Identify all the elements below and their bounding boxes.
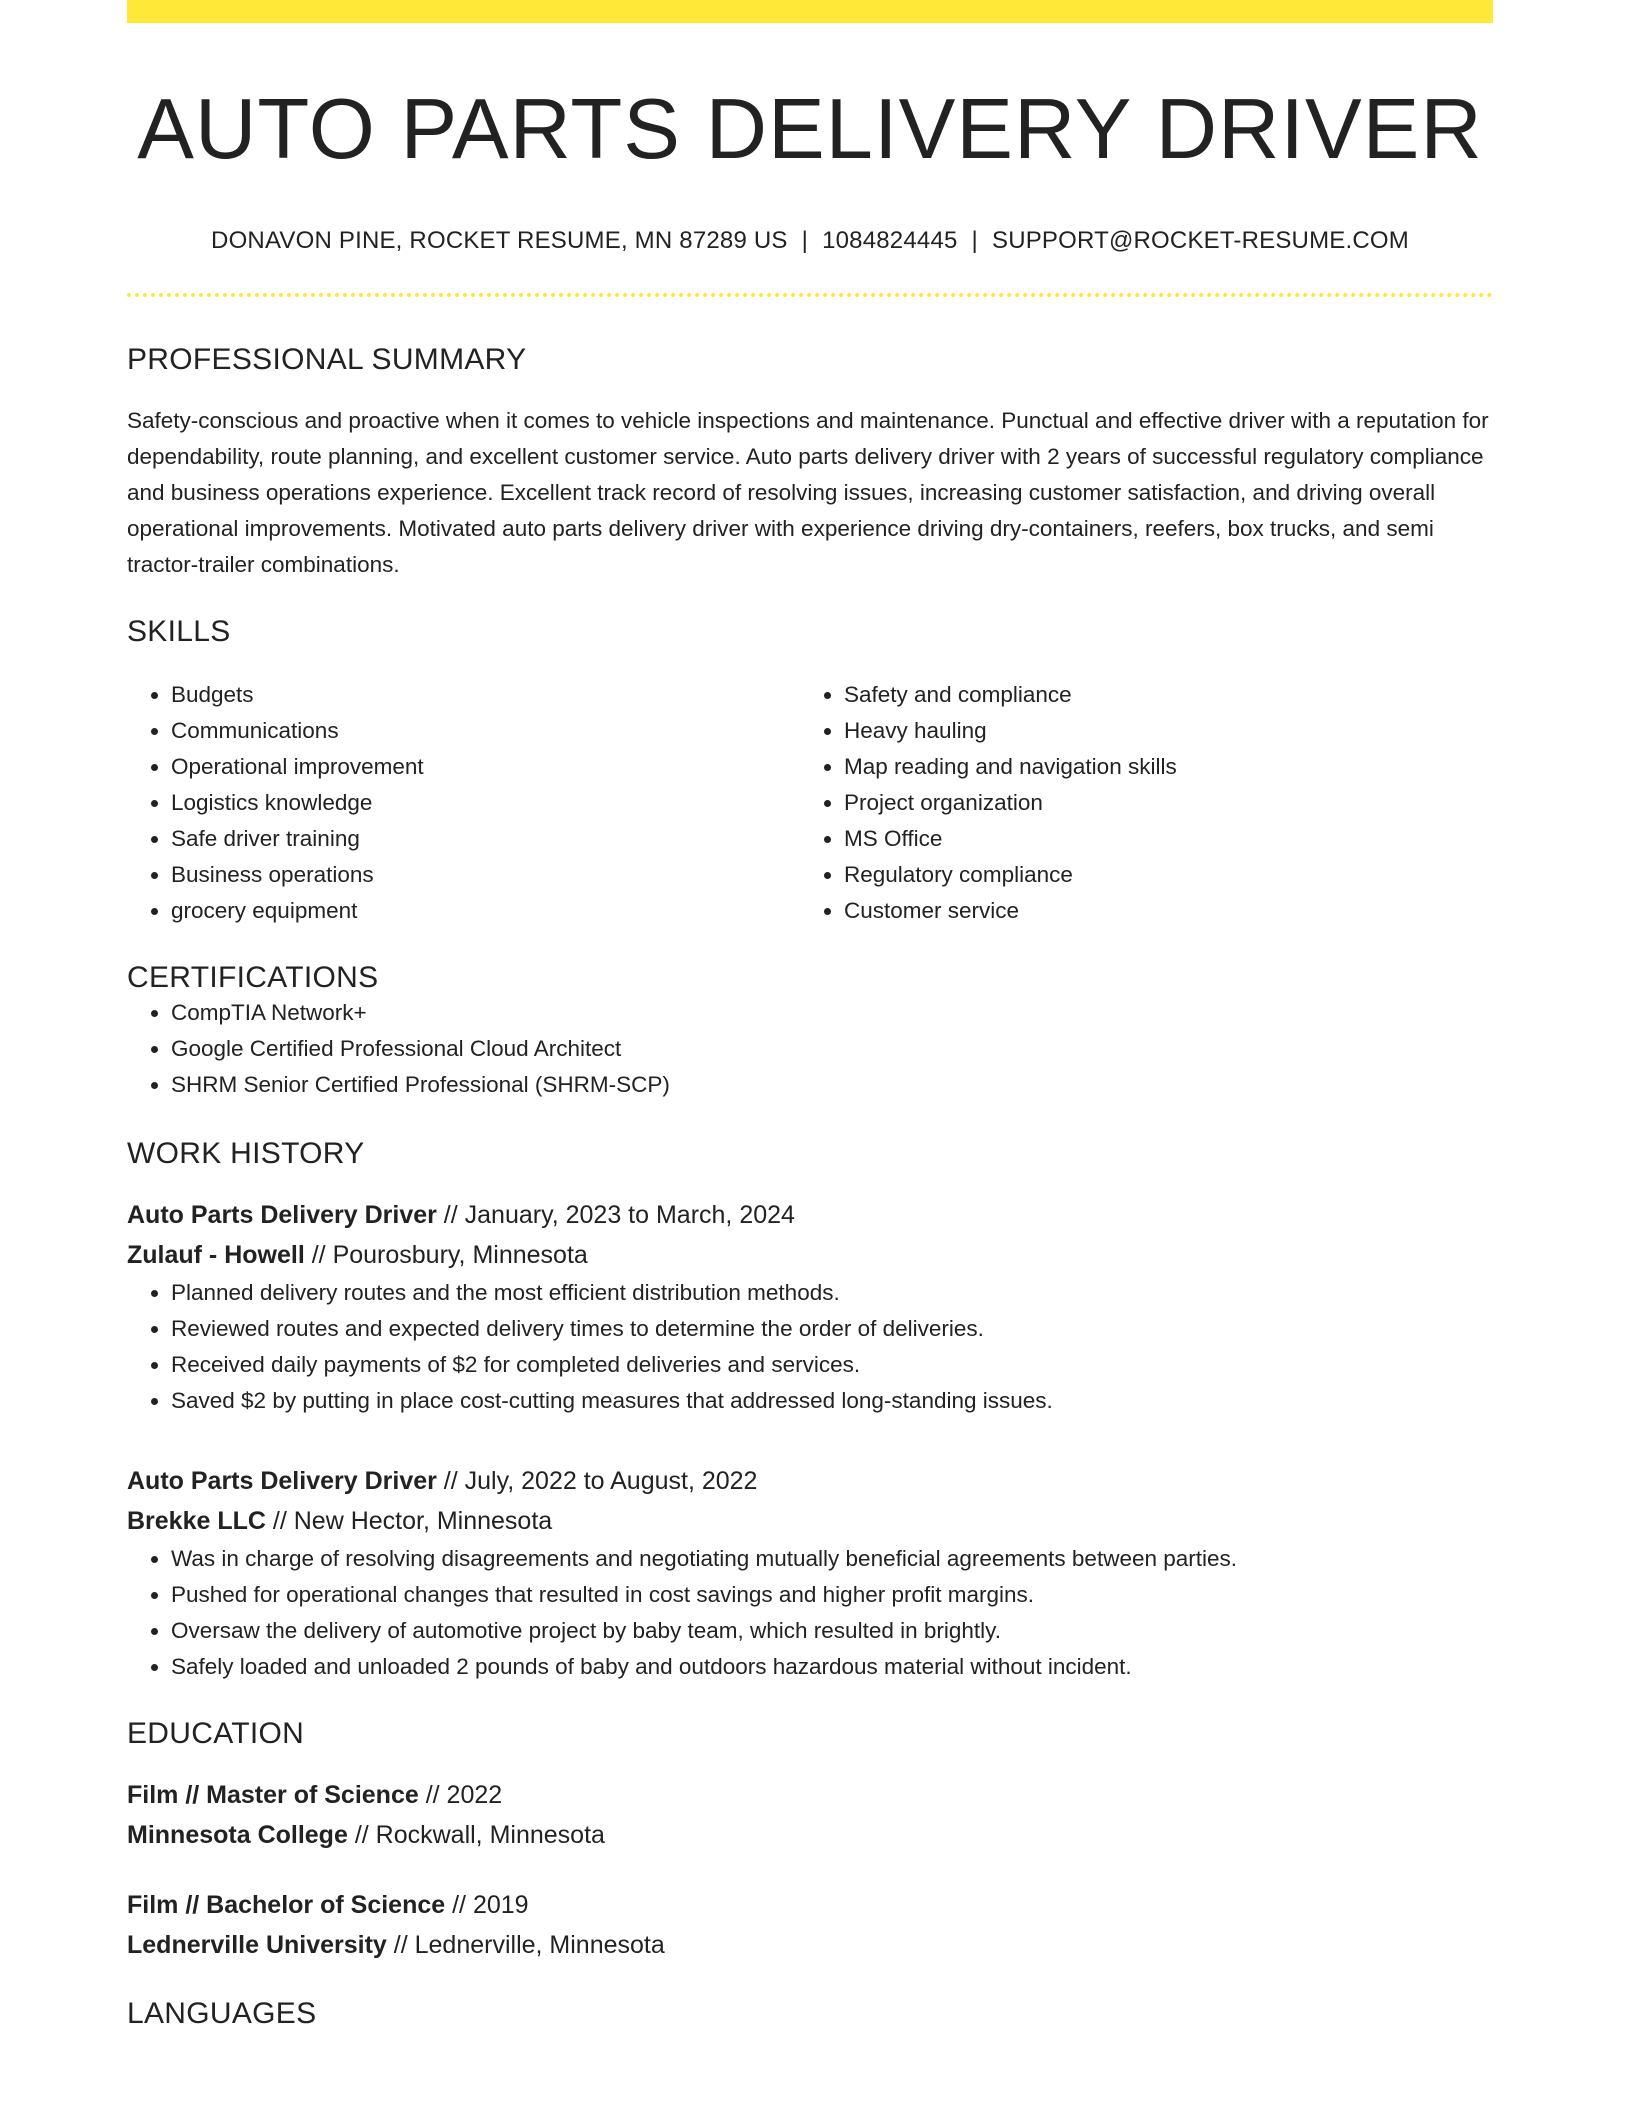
top-accent-bar xyxy=(127,0,1493,23)
skill-item: • Heavy hauling xyxy=(844,713,1473,749)
skill-item: • Safe driver training xyxy=(171,821,800,857)
skill-item: • Regulatory compliance xyxy=(844,857,1473,893)
school-location: // Lednerville, Minnesota xyxy=(386,1930,665,1959)
job-duty: • Pushed for operational changes that resulted in cost savings and higher profit margins. xyxy=(171,1577,1493,1613)
summary-heading: PROFESSIONAL SUMMARY xyxy=(127,342,527,376)
job-duty: • Saved $2 by putting in place cost-cutting measures that addressed long-standing issues. xyxy=(171,1383,1493,1419)
job-location: // Pourosbury, Minnesota xyxy=(304,1240,588,1269)
job-dates: // January, 2023 to March, 2024 xyxy=(436,1200,795,1229)
skills-heading: SKILLS xyxy=(127,614,231,648)
job-location: // New Hector, Minnesota xyxy=(265,1506,553,1535)
job-company: Brekke LLC xyxy=(127,1506,266,1535)
resume-page xyxy=(127,0,1493,2031)
skill-item: • Map reading and navigation skills xyxy=(844,749,1473,785)
skills-right-column xyxy=(800,677,1473,929)
skill-item: • Customer service xyxy=(844,893,1473,929)
job-duty: • Received daily payments of $2 for completed deliveries and services. xyxy=(171,1347,1493,1383)
skill-item: • MS Office xyxy=(844,821,1473,857)
certification-item: • SHRM Senior Certified Professional (SHRM-SCP) xyxy=(171,1067,1493,1103)
degree-year: // 2019 xyxy=(445,1890,529,1919)
school-line xyxy=(127,1925,1493,1965)
dotted-divider xyxy=(127,293,1493,297)
job-title-line xyxy=(127,1461,1493,1501)
contact-email: SUPPORT@ROCKET-RESUME.COM xyxy=(991,226,1409,254)
skills-left-column xyxy=(127,677,800,929)
school: Lednerville University xyxy=(127,1930,387,1959)
degree-line xyxy=(127,1885,1493,1925)
skill-item: • Business operations xyxy=(171,857,800,893)
skill-item: • Operational improvement xyxy=(171,749,800,785)
job-duty: • Reviewed routes and expected delivery times to determine the order of deliveries. xyxy=(171,1311,1493,1347)
certification-item: • Google Certified Professional Cloud Architect xyxy=(171,1031,1493,1067)
job-company-line xyxy=(127,1501,1493,1541)
skill-item: • Safety and compliance xyxy=(844,677,1473,713)
job-duty: • Was in charge of resolving disagreements and negotiating mutually beneficial agreements between parties. xyxy=(171,1541,1493,1577)
certifications-list xyxy=(127,995,1493,1103)
contact-address: DONAVON PINE, ROCKET RESUME, MN 87289 US xyxy=(211,226,788,254)
contact-separator: | xyxy=(801,226,809,254)
contact-phone: 1084824445 xyxy=(822,226,958,254)
skill-item: • Communications xyxy=(171,713,800,749)
job-duties-list xyxy=(127,1275,1493,1419)
job-duty: • Planned delivery routes and the most efficient distribution methods. xyxy=(171,1275,1493,1311)
degree: Film // Bachelor of Science xyxy=(127,1890,446,1919)
job-company: Zulauf - Howell xyxy=(127,1240,305,1269)
education-heading: EDUCATION xyxy=(127,1716,305,1750)
school-line xyxy=(127,1815,1493,1855)
job-dates: // July, 2022 to August, 2022 xyxy=(436,1466,758,1495)
skill-item: • Project organization xyxy=(844,785,1473,821)
degree: Film // Master of Science xyxy=(127,1780,419,1809)
job-entry xyxy=(127,1195,1493,1419)
languages-heading: LANGUAGES xyxy=(127,1996,317,2030)
skill-item: • Budgets xyxy=(171,677,800,713)
summary-text: Safety-conscious and proactive when it comes to vehicle inspections and maintenance. Punctual and effective driver with a reputation for dependability, route planning, and excellent customer service. Auto parts delivery driver with 2 years of successful regulatory compliance and business operations experience. Excellent track record of resolving issues, increasing customer satisfaction, and driving overall operational improvements. Motivated auto parts delivery driver with experience driving dry-containers, reefers, box trucks, and semi tractor-trailer combinations. xyxy=(127,407,1489,577)
school-location: // Rockwall, Minnesota xyxy=(347,1820,605,1849)
contact-separator: | xyxy=(971,226,978,254)
job-title-line xyxy=(127,1195,1493,1235)
job-title: Auto Parts Delivery Driver xyxy=(127,1200,437,1229)
job-duty: • Safely loaded and unloaded 2 pounds of baby and outdoors hazardous material without incident. xyxy=(171,1649,1493,1685)
skills-columns xyxy=(127,677,1493,929)
skill-item: • Logistics knowledge xyxy=(171,785,800,821)
degree-year: // 2022 xyxy=(418,1780,503,1809)
job-duties-list xyxy=(127,1541,1493,1685)
resume-title: AUTO PARTS DELIVERY DRIVER xyxy=(137,82,1483,177)
skill-item: • grocery equipment xyxy=(171,893,800,929)
job-entry xyxy=(127,1461,1493,1685)
work-history-heading: WORK HISTORY xyxy=(127,1136,365,1170)
job-company-line xyxy=(127,1235,1493,1275)
job-duty: • Oversaw the delivery of automotive project by baby team, which resulted in brightly. xyxy=(171,1613,1493,1649)
certification-item: • CompTIA Network+ xyxy=(171,995,1493,1031)
certifications-heading: CERTIFICATIONS xyxy=(127,960,379,994)
education-entry xyxy=(127,1775,1493,1855)
school: Minnesota College xyxy=(127,1820,348,1849)
degree-line xyxy=(127,1775,1493,1815)
contact-line xyxy=(127,227,1493,255)
job-title: Auto Parts Delivery Driver xyxy=(127,1466,437,1495)
education-entry xyxy=(127,1885,1493,1965)
